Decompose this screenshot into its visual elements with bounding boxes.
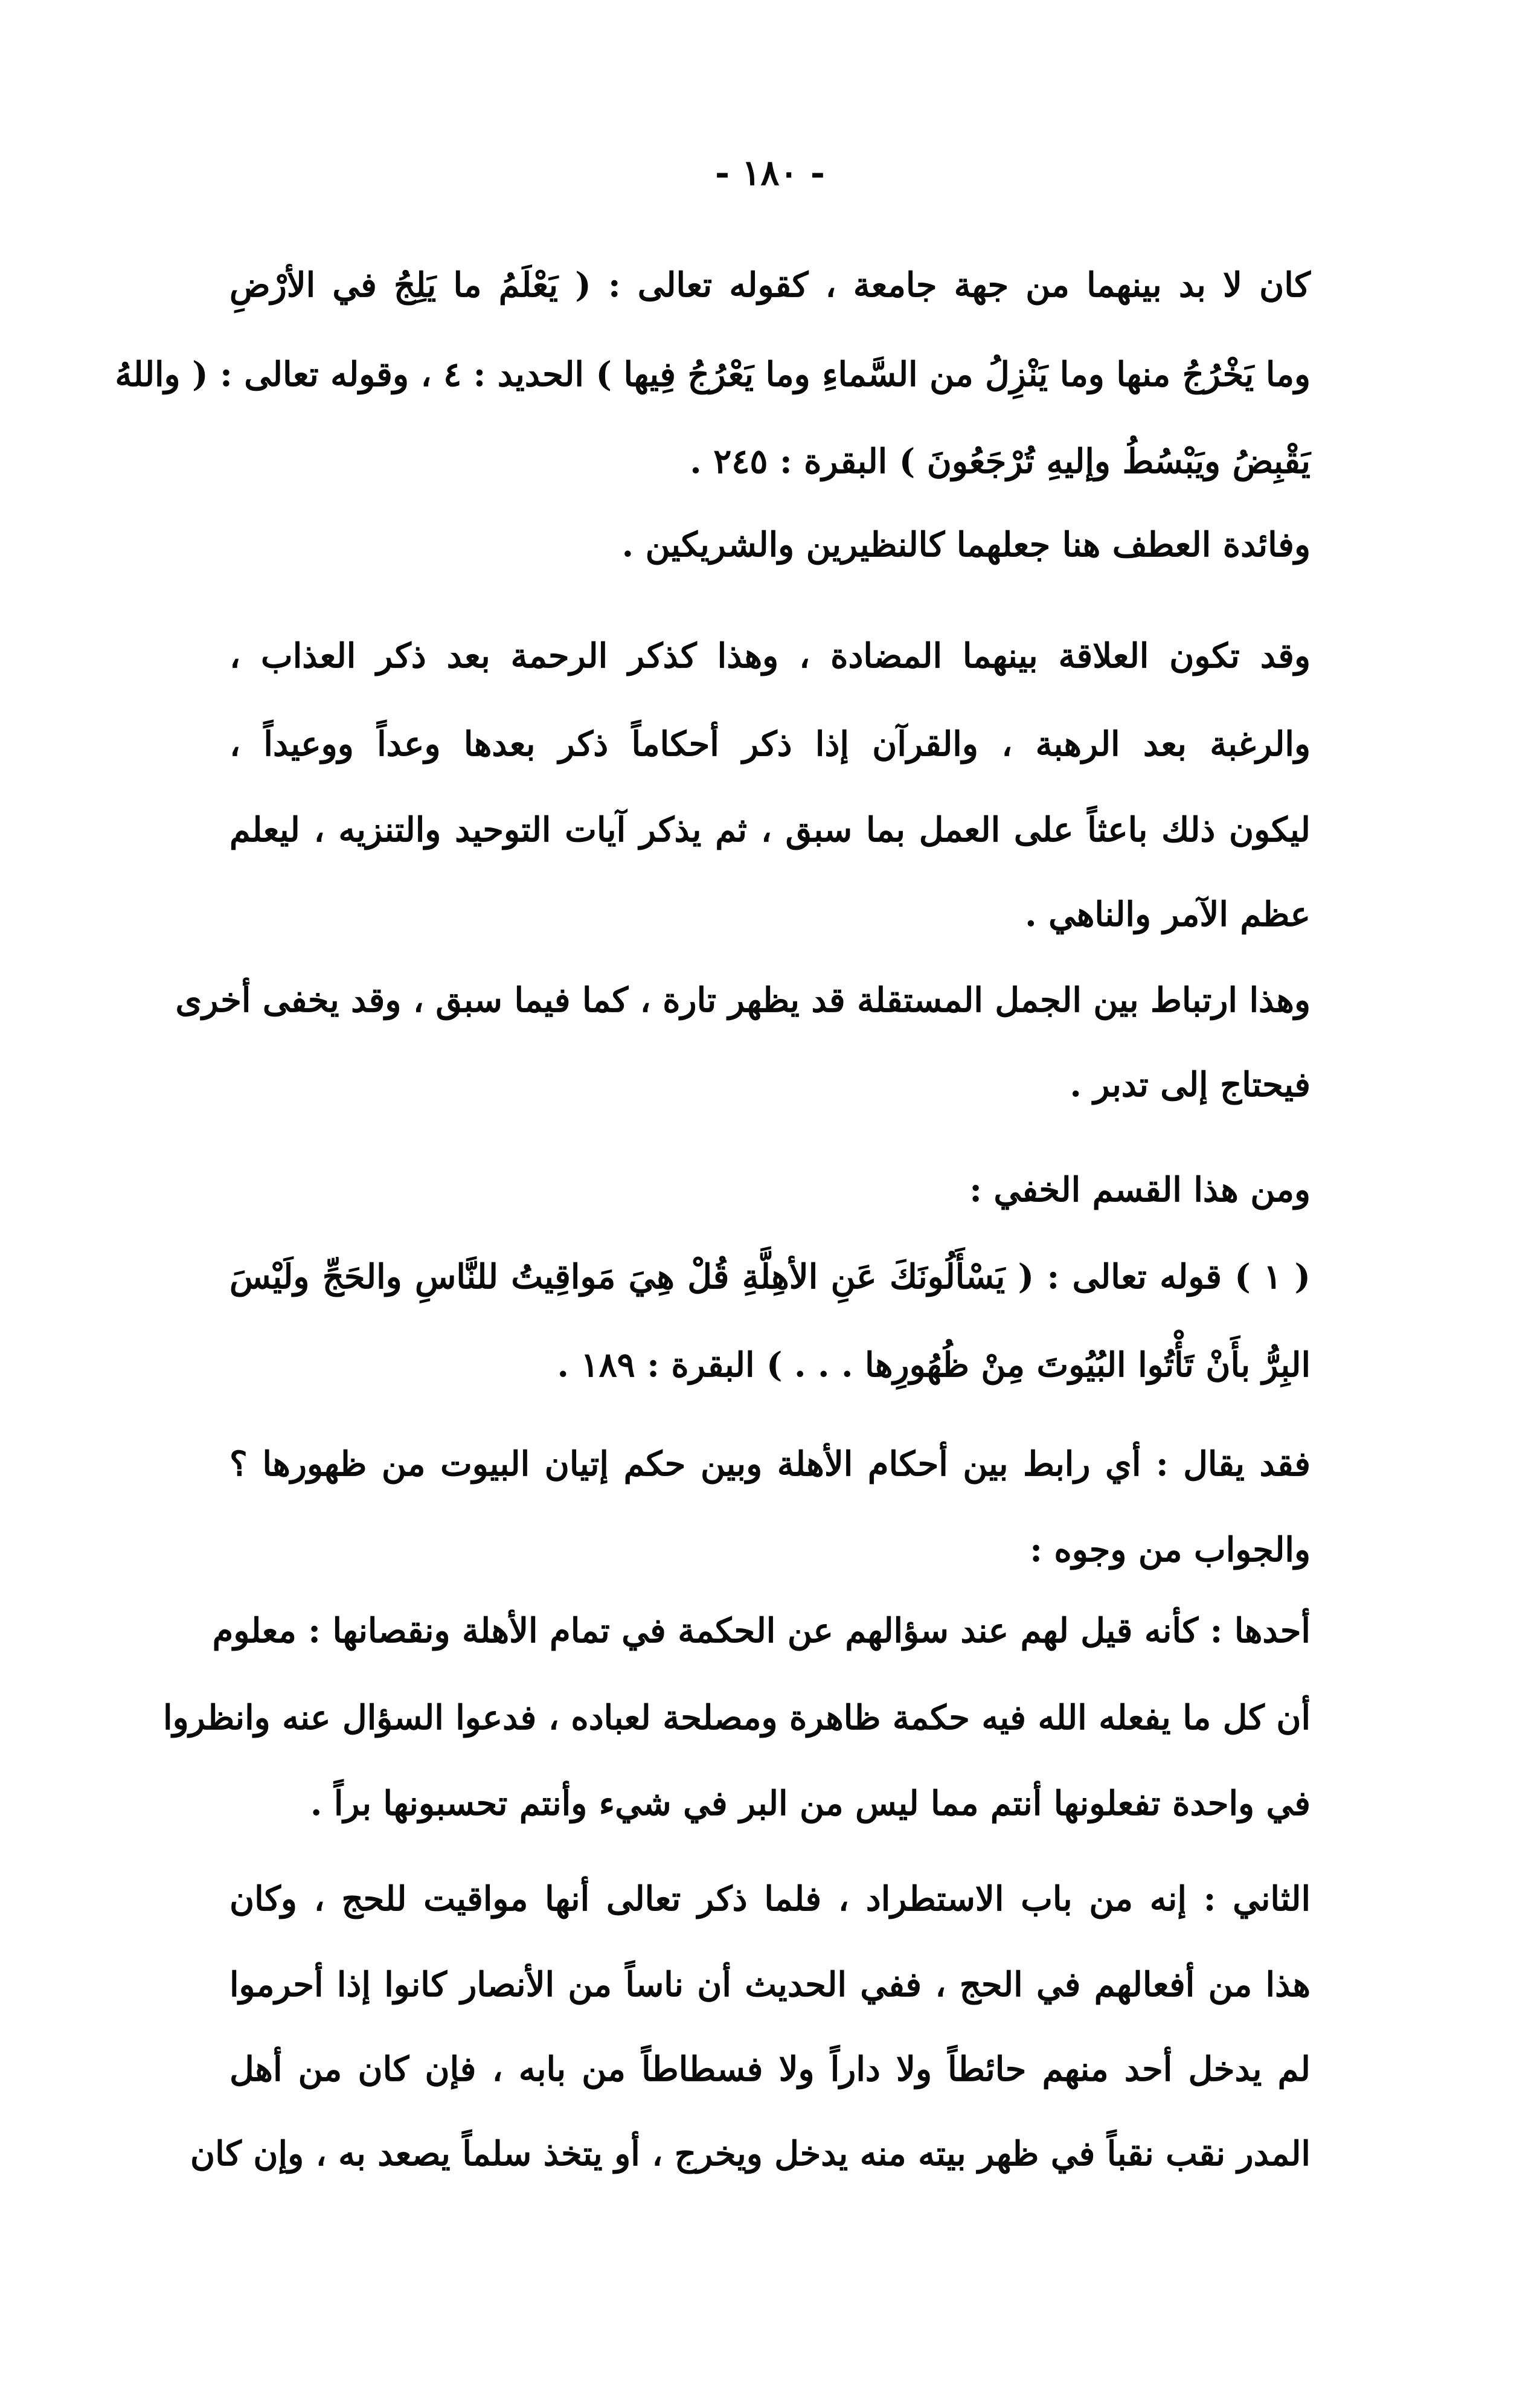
text-line: ومن هذا القسم الخفي : bbox=[969, 1170, 1311, 1210]
text-line: وفائدة العطف هنا جعلهما كالنظيرين والشريكين . bbox=[621, 525, 1311, 565]
text-line: عظم الآمر والناهي . bbox=[1025, 894, 1311, 934]
text-line: والجواب من وجوه : bbox=[1030, 1530, 1311, 1570]
text-line: يَقْبِضُ ويَبْسُطُ وإليهِ تُرْجَعُونَ ) البقرة : ٢٤٥ . bbox=[690, 442, 1311, 481]
text-line: في واحدة تفعلونها أنتم مما ليس من البر في شيء وأنتم تحسبونها براً . bbox=[310, 1784, 1311, 1823]
text-line: البِرُّ بأَنْ تَأْتُوا البُيُوتَ مِنْ ظُهُورِها . . . ) البقرة : ١٨٩ . bbox=[557, 1345, 1311, 1385]
text-line: الثاني : إنه من باب الاستطراد ، فلما ذكر تعالى أنها مواقيت للحج ، وكان bbox=[229, 1879, 1311, 1919]
text-line: فقد يقال : أي رابط بين أحكام الأهلة وبين حكم إتيان البيوت من ظهورها ؟ bbox=[229, 1444, 1311, 1484]
text-line: ( ١ ) قوله تعالى : ( يَسْأَلُونَكَ عَنِ الأهِلَّةِ قُلْ هِيَ مَواقِيتُ للنَّاسِ والحَجِّ ولَيْسَ bbox=[229, 1257, 1311, 1297]
text-line: والرغبة بعد الرهبة ، والقرآن إذا ذكر أحكاماً ذكر بعدها وعداً ووعيداً ، bbox=[229, 724, 1311, 764]
text-line: وهذا ارتباط بين الجمل المستقلة قد يظهر تارة ، كما فيما سبق ، وقد يخفى أخرى bbox=[175, 980, 1311, 1020]
text-line: أحدها : كأنه قيل لهم عند سؤالهم عن الحكمة في تمام الأهلة ونقصانها : معلوم bbox=[212, 1611, 1311, 1651]
text-line: المدر نقب نقباً في ظهر بيته منه يدخل ويخرج ، أو يتخذ سلماً يصعد به ، وإن كان bbox=[190, 2134, 1311, 2174]
text-line: فيحتاج إلى تدبر . bbox=[1070, 1065, 1311, 1105]
text-line: لم يدخل أحد منهم حائطاً ولا داراً ولا فسطاطاً من بابه ، فإن كان من أهل bbox=[229, 2049, 1311, 2089]
text-line: وما يَخْرُجُ منها وما يَنْزِلُ من السَّماءِ وما يَعْرُجُ فِيها ) الحديد : ٤ ، وقوله تعالى : ( واللهُ bbox=[115, 355, 1311, 394]
page-number: - ١٨٠ - bbox=[715, 152, 825, 193]
text-line: وقد تكون العلاقة بينهما المضادة ، وهذا كذكر الرحمة بعد ذكر العذاب ، bbox=[229, 636, 1311, 676]
text-line: كان لا بد بينهما من جهة جامعة ، كقوله تعالى : ( يَعْلَمُ ما يَلِجُ في الأرْضِ bbox=[229, 265, 1311, 305]
text-line: هذا من أفعالهم في الحج ، ففي الحديث أن ناساً من الأنصار كانوا إذا أحرموا bbox=[229, 1965, 1311, 2005]
text-line: ليكون ذلك باعثاً على العمل بما سبق ، ثم يذكر آيات التوحيد والتنزيه ، ليعلم bbox=[229, 810, 1311, 850]
text-line: أن كل ما يفعله الله فيه حكمة ظاهرة ومصلحة لعباده ، فدعوا السؤال عنه وانظروا bbox=[163, 1698, 1311, 1738]
